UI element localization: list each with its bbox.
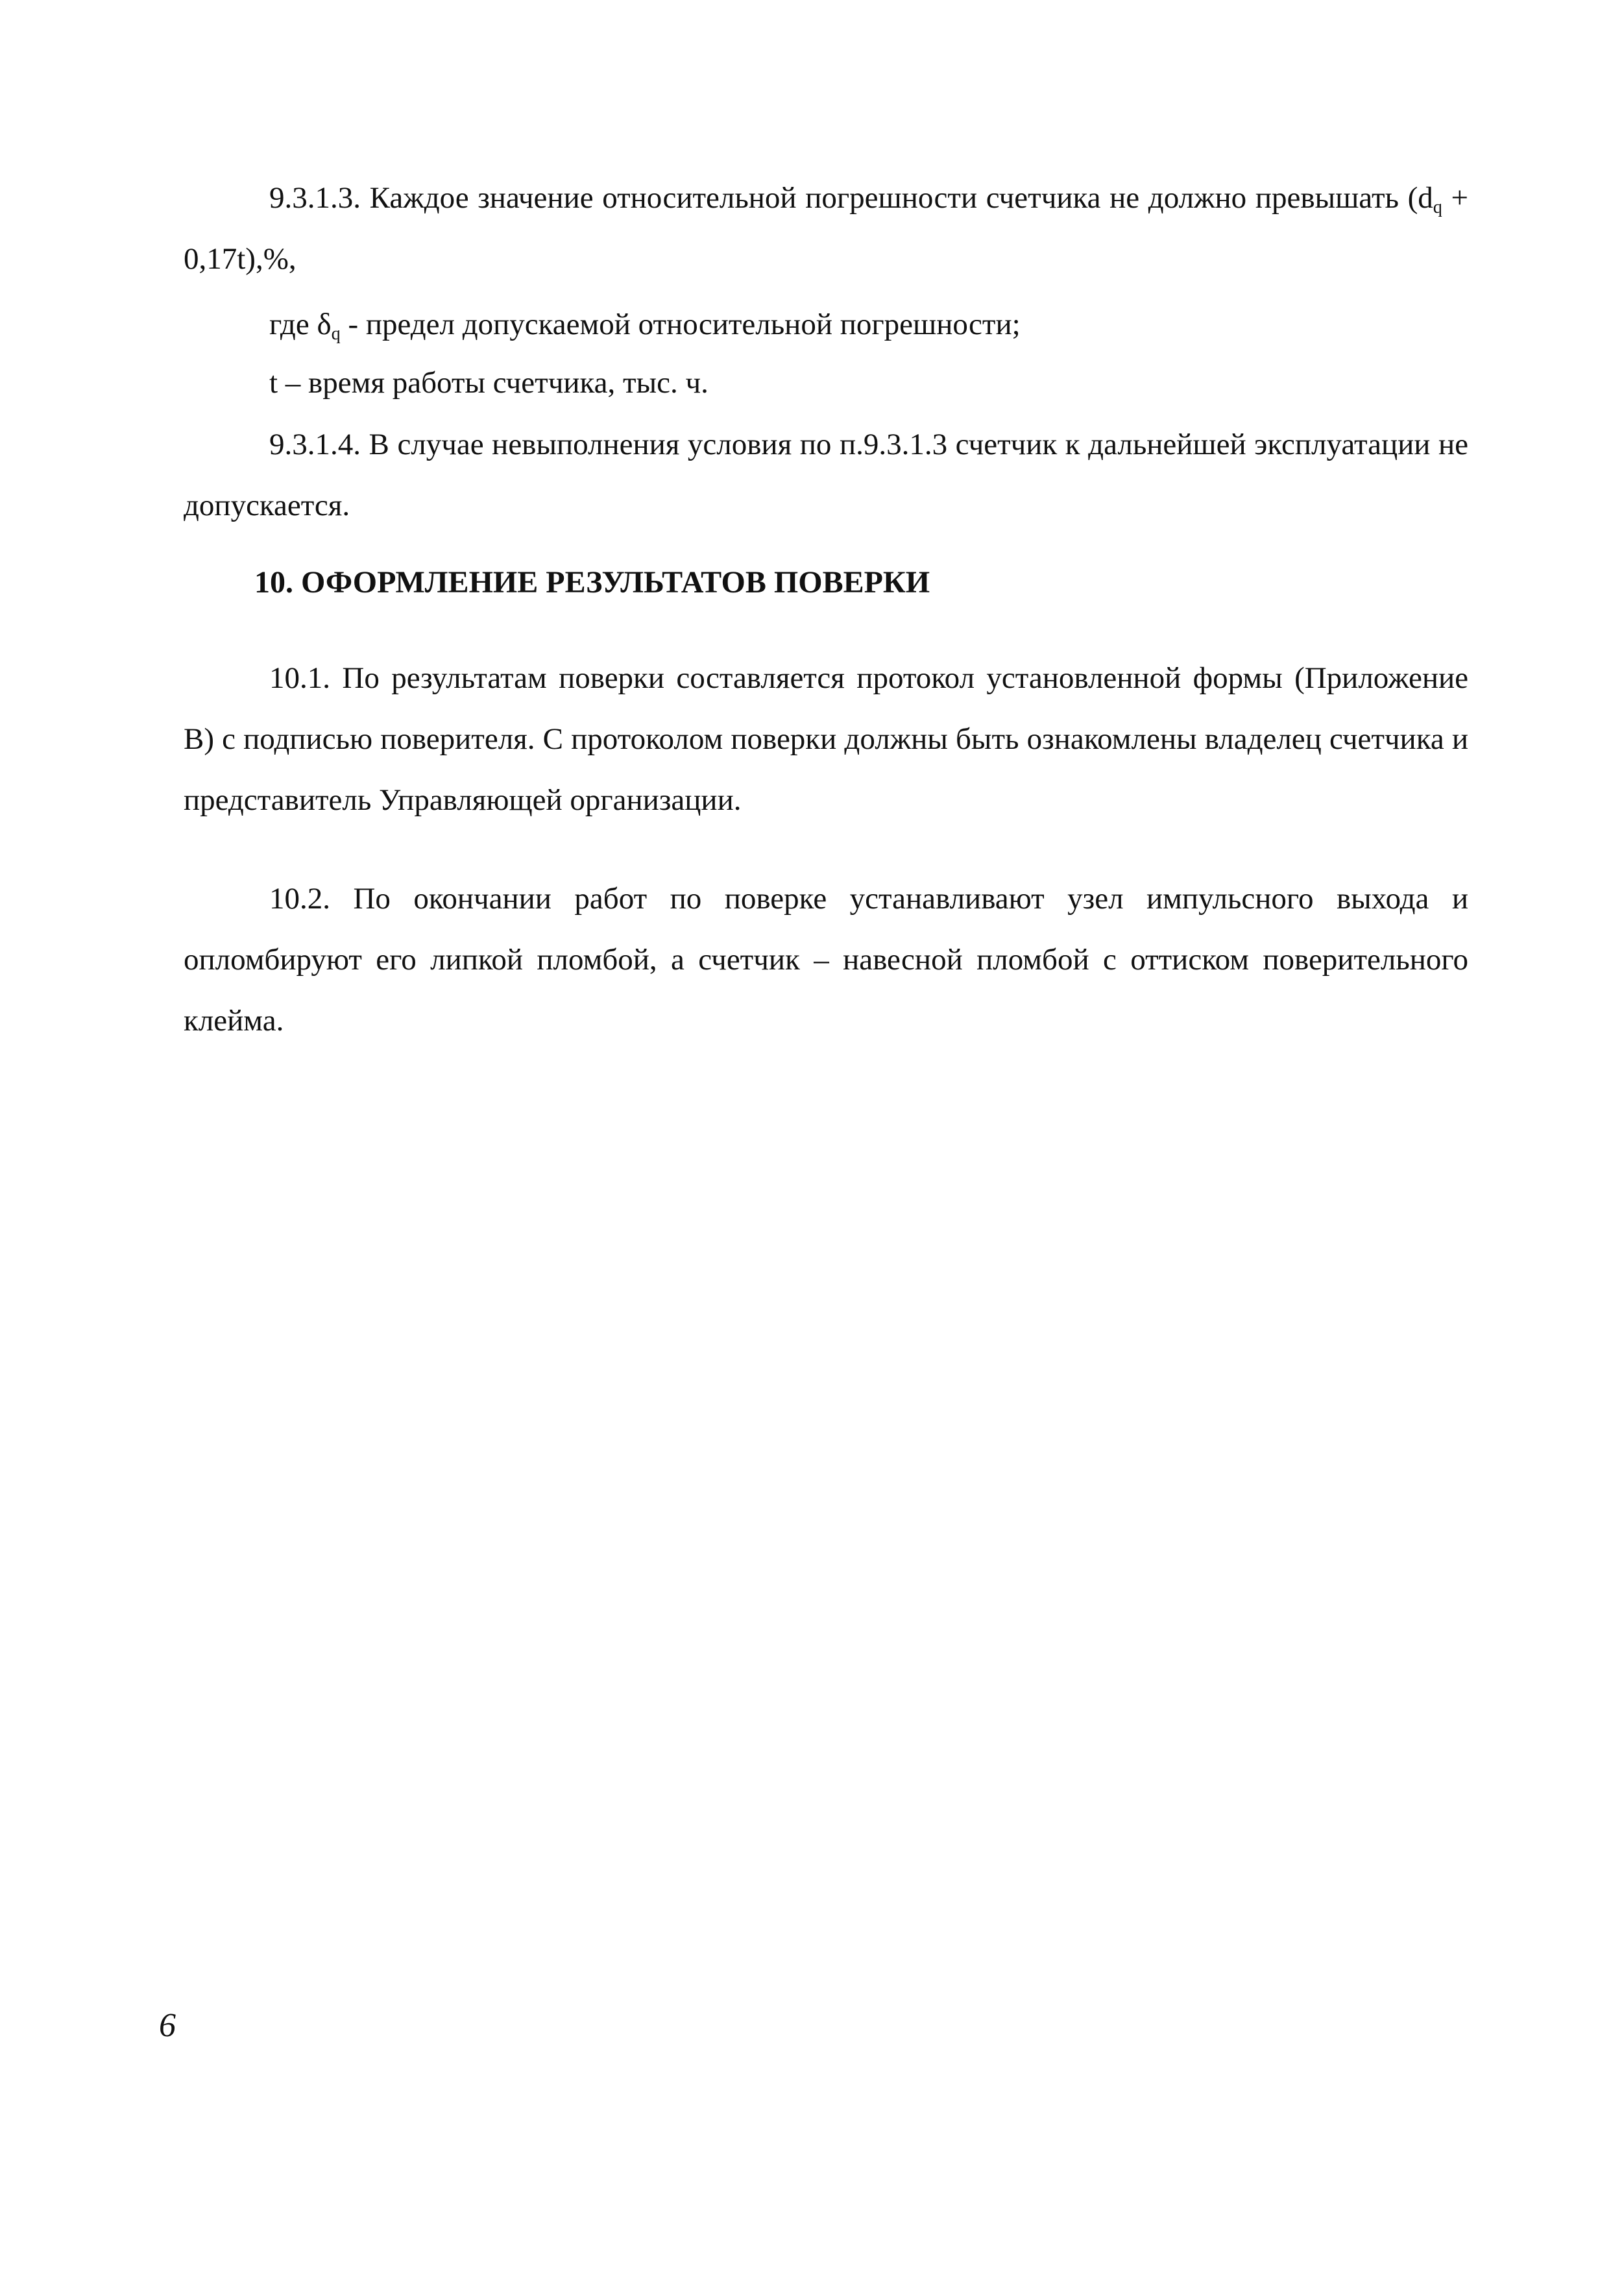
where-line-subscript: q <box>331 324 341 344</box>
delta-subscript: q <box>1433 197 1442 217</box>
paragraph-9-3-1-3-tail: + 0,17t),%, <box>184 181 1468 276</box>
where-line-tail: - предел допускаемой относительной погрешности; <box>340 308 1021 341</box>
page-number: 6 <box>159 2007 176 2044</box>
paragraph-10-1: 10.1. По результатам поверки составляется протокол установленной формы (Приложение В) с подписью поверителя. С протоколом поверки должны быть ознакомлены владелец счетчика и представитель Управляющей организации. <box>184 661 1468 817</box>
paragraph-10-2: 10.2. По окончании работ по поверке устанавливают узел импульсного выхода и опломбируют его липкой пломбой, а счетчик – навесной пломбой с оттиском поверительного клейма. <box>184 882 1468 1038</box>
where-line <box>269 305 1021 344</box>
t-definition-line: t – время работы счетчика, тыс. ч. <box>269 366 709 400</box>
section-heading: 10. ОФОРМЛЕНИЕ РЕЗУЛЬТАТОВ ПОВЕРКИ <box>254 565 930 600</box>
where-line-lead: где δ <box>269 308 332 341</box>
paragraph-9-3-1-3-text: 9.3.1.3. Каждое значение относительной погрешности счетчика не должно превышать (d <box>269 181 1433 215</box>
paragraph-9-3-1-4: 9.3.1.4. В случае невыполнения условия по п.9.3.1.3 счетчик к дальнейшей эксплуатации не допускается. <box>184 428 1468 522</box>
paragraph-9-3-1-3 <box>184 167 1468 289</box>
